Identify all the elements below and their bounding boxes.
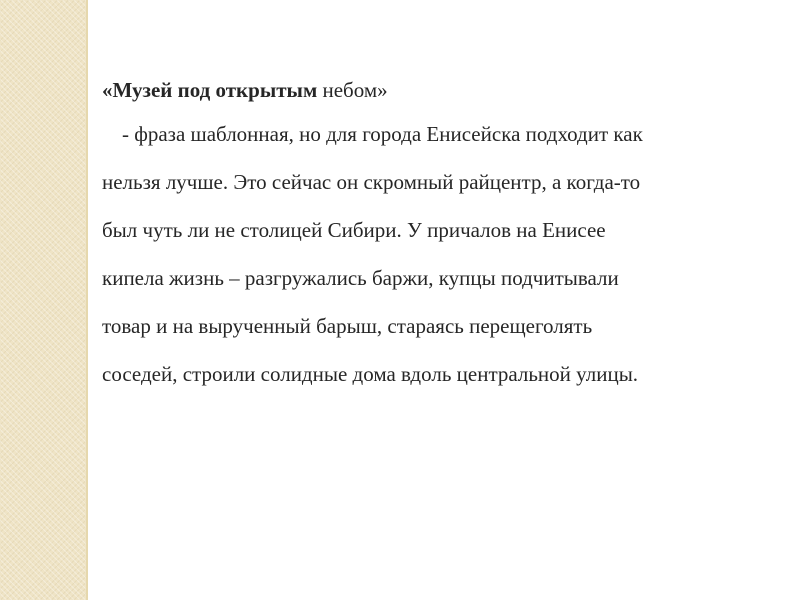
side-band-border <box>86 0 88 600</box>
decorative-side-band <box>0 0 86 600</box>
slide-content <box>102 70 792 398</box>
body-line: товар и на вырученный барыш, стараясь перещеголять <box>102 314 593 338</box>
body-line: кипела жизнь – разгружались баржи, купцы подчитывали <box>102 266 619 290</box>
body-line: был чуть ли не столицей Сибири. У причалов на Енисее <box>102 218 606 242</box>
slide-title <box>102 70 792 110</box>
title-regular-part: небом» <box>317 78 388 102</box>
body-line: нельзя лучше. Это сейчас он скромный райцентр, а когда-то <box>102 170 641 194</box>
body-line: соседей, строили солидные дома вдоль центральной улицы. <box>102 362 639 386</box>
body-paragraph <box>102 110 792 398</box>
title-bold-part: «Музей под открытым <box>102 78 318 102</box>
body-line: - фраза шаблонная, но для города Енисейска подходит как <box>122 122 643 146</box>
